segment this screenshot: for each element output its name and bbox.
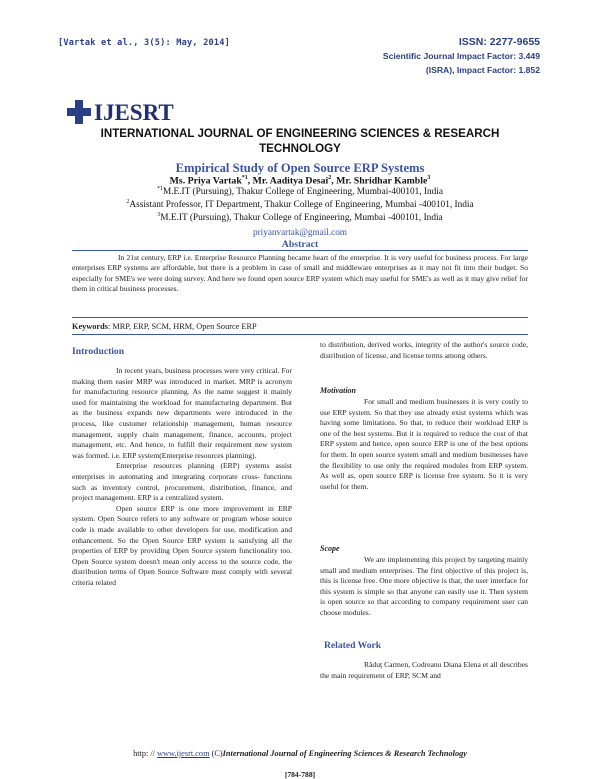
affiliation-3: $^3$M.E.IT (Pursuing), Thakur College of Engineering, Mumbai -400101, India: [157, 212, 443, 224]
footer-prefix: http: //: [133, 749, 158, 758]
abstract-rule-bottom: [72, 317, 528, 318]
motivation-paragraph: For small and medium businesses it is very costly to use ERP system. So that they use already exist systems which was having some limitations. So that, to reduce their workload ERP is one of the best systems. But it is required to reduce the cost of that ERP system and hence, open source ERP is one of the best options for them. In open source system small and medium businesses have the flexibility to use only the required modules from ERP system. As well as, open source ERP is license free system. So it is very useful for them.: [320, 397, 528, 491]
journal-title-line1: INTERNATIONAL JOURNAL OF ENGINEERING SCIENCES & RESEARCH: [100, 127, 500, 140]
paper-title: Empirical Study of Open Source ERP Systems: [175, 161, 425, 175]
citation-header: [Vartak et al., 3(5): May, 2014]: [58, 38, 230, 48]
scope-heading: Scope: [320, 544, 340, 553]
intro-paragraph-1: In recent years, business processes were very critical. For making them easier MRP was introduced in market. MRP is acronym for manufacturing resource planning. As the name suggest it mainly used for maintaining the workload for manufacturing department. But as the business expands new departments were introduced in the process, like customer relationship management, human resource management, supply chain management, finance, accounts, project management, etc. And hence, to fulfill their requirement new system was formed. i.e. ERP system(Enterprise resources planning).: [72, 366, 292, 460]
footer-url-link[interactable]: www.ijesrt.com: [157, 749, 210, 758]
affiliation-1-sup: *1: [156, 186, 163, 192]
authors: [60, 175, 540, 186]
keywords-rule: [72, 334, 528, 335]
affiliation-2-sup: 2: [126, 199, 130, 205]
footer-copyright: (C): [209, 749, 223, 758]
author-1: Ms. Priya Vartak: [169, 175, 242, 187]
affiliation-1: $^{*1}$M.E.IT (Pursuing), Thakur College of Engineering, Mumbai-400101, India: [156, 186, 444, 198]
abstract-text: In 21st century, ERP i.e. Enterprise Resource Planning became heart of the enterprise. It is very useful for business process. For large enterprises ERP systems are affordable, but there is a problem in case of small and middleware enterprises as it may not fit into their budget. So especially for SME's we were doing survey. And here we found open source ERP system which may useful for SME's as well as it may give relief for them in critical business processes.: [72, 253, 528, 294]
related-work-body: [320, 660, 528, 681]
scope-paragraph: We are implementing this project by targeting mainly small and medium enterprises. The first objective of this project is, this is license free. One more objective is that, the user interface for this system is simple so that anyone can easily use it. Then system is open source so that according to company requirement user can choose modules.: [320, 555, 528, 617]
keywords-label: Keywords: [72, 322, 108, 331]
affiliation-2: $^2$Assistant Professor, IT Department, Thakur College of Engineering, Mumbai -400101, India: [126, 199, 474, 211]
journal-title: [60, 127, 540, 156]
author-2: , Mr. Aaditya Desai: [247, 175, 329, 187]
cross-icon: [66, 99, 92, 125]
sjif-impact-factor: Scientific Journal Impact Factor: 3.449: [382, 51, 540, 61]
author-email[interactable]: priyanvartak@gmail.com: [253, 227, 347, 237]
introduction-body: [72, 366, 292, 588]
abstract-heading: Abstract: [281, 239, 319, 250]
related-work-heading: Related Work: [324, 640, 382, 651]
intro-paragraph-3: Open source ERP is one more improvement in ERP system. Open Source refers to any software or program whose source code is made available to other developers for use, modification and enhancement. So the Open Source ERP system is satisfying all the properties of ERP by providing Open Source system functionality too. Open Source system doesn't mean only access to the source code, the distribution terms of Open Source Software must comply with several criteria related: [72, 503, 292, 587]
motivation-heading: Motivation: [320, 386, 357, 395]
intro-continuation: to distribution, derived works, integrity of the author's source code, distribution of license, and license terms among others.: [320, 340, 528, 360]
scope-body: [320, 555, 528, 619]
footer: [60, 749, 540, 758]
keywords: [72, 322, 528, 331]
motivation-body: [320, 397, 528, 492]
related-work-paragraph: Răduţ Carmen, Codreanu Diana Elena et all describes the main requirement of ERP, SCM and: [320, 660, 528, 680]
affiliation-3-sup: 3: [157, 212, 161, 218]
author-3-sup: 3: [427, 175, 431, 181]
introduction-heading: Introduction: [72, 346, 125, 357]
abstract-rule-top: [72, 250, 528, 251]
keywords-text: : MRP, ERP, SCM, HRM, Open Source ERP: [107, 322, 257, 331]
author-1-sup: *1: [241, 175, 248, 181]
journal-title-line2: TECHNOLOGY: [259, 141, 341, 155]
isra-impact-factor: (ISRA), Impact Factor: 1.852: [425, 65, 540, 75]
logo-text: IJESRT: [94, 100, 174, 125]
footer-journal-name: International Journal of Engineering Sciences & Research Technology: [222, 749, 467, 758]
issn-label: ISSN: 2277-9655: [458, 36, 540, 48]
page-range: [784-788]: [284, 770, 316, 779]
author-2-sup: 2: [328, 175, 332, 181]
intro-paragraph-2: Enterprise resources planning (ERP) systems assist enterprises in automating and integrating corporate cross- functions such as inventory control, procurement, distribution, finance, and project management. ERP is a centralized system.: [72, 461, 292, 503]
journal-logo: [66, 95, 174, 125]
author-3: , Mr. Shridhar Kamble: [331, 175, 428, 187]
